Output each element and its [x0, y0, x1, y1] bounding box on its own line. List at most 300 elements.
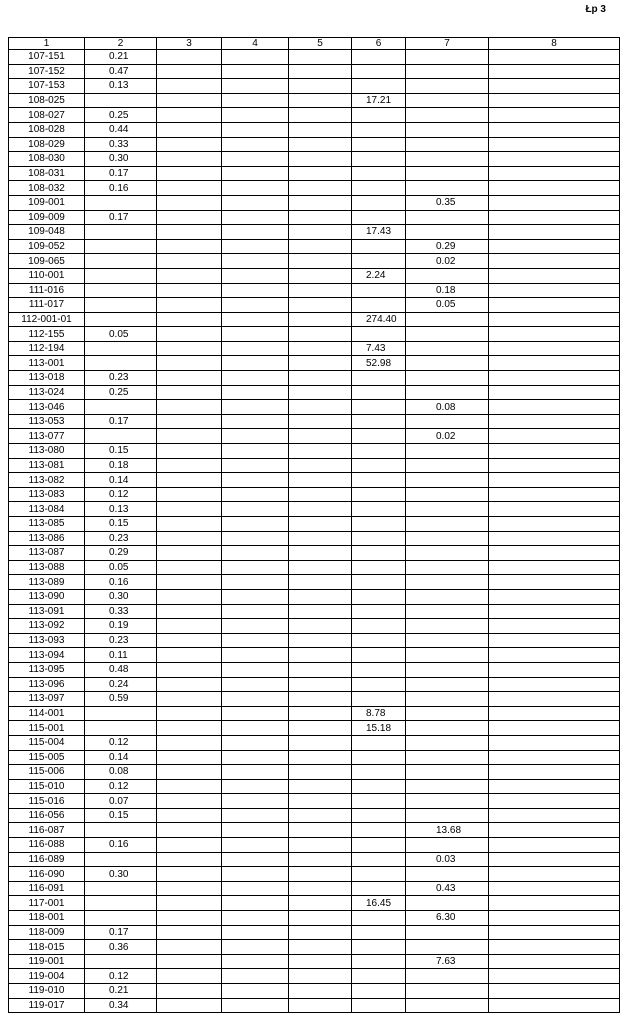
- cell-col4: [222, 838, 289, 853]
- table-row: [9, 487, 620, 502]
- cell-col2: [85, 721, 157, 736]
- cell-col4: [222, 750, 289, 765]
- cell-col4: [222, 152, 289, 167]
- table-row: [9, 298, 620, 313]
- cell-col6: [352, 327, 406, 342]
- cell-col7: 0.05: [406, 298, 489, 313]
- cell-col6: [352, 239, 406, 254]
- cell-col1: 107-153: [9, 79, 85, 94]
- cell-col7: [406, 589, 489, 604]
- cell-col1: 108-025: [9, 93, 85, 108]
- cell-col5: [289, 779, 352, 794]
- cell-col7: [406, 940, 489, 955]
- cell-col8: [489, 823, 620, 838]
- cell-col3: [157, 852, 222, 867]
- cell-col2: 0.12: [85, 779, 157, 794]
- cell-col7: [406, 414, 489, 429]
- cell-col6: [352, 823, 406, 838]
- cell-col2: 0.44: [85, 122, 157, 137]
- cell-col6: 274.40: [352, 312, 406, 327]
- cell-col4: [222, 589, 289, 604]
- cell-col8: [489, 648, 620, 663]
- cell-col3: [157, 998, 222, 1013]
- cell-col6: [352, 487, 406, 502]
- cell-col5: [289, 575, 352, 590]
- cell-col2: 0.33: [85, 604, 157, 619]
- cell-col5: [289, 881, 352, 896]
- cell-col2: [85, 195, 157, 210]
- cell-col4: [222, 166, 289, 181]
- cell-col4: [222, 954, 289, 969]
- cell-col8: [489, 867, 620, 882]
- table-row: [9, 283, 620, 298]
- cell-col3: [157, 984, 222, 999]
- cell-col8: [489, 298, 620, 313]
- cell-col1: 113-091: [9, 604, 85, 619]
- cell-col7: [406, 984, 489, 999]
- cell-col3: [157, 954, 222, 969]
- cell-col8: [489, 779, 620, 794]
- cell-col1: 113-095: [9, 662, 85, 677]
- cell-col1: 118-015: [9, 940, 85, 955]
- cell-col6: [352, 517, 406, 532]
- cell-col6: 16.45: [352, 896, 406, 911]
- cell-col2: [85, 954, 157, 969]
- cell-col5: [289, 458, 352, 473]
- table-row: [9, 750, 620, 765]
- cell-col2: 0.08: [85, 765, 157, 780]
- cell-col6: [352, 385, 406, 400]
- cell-col2: 0.23: [85, 371, 157, 386]
- cell-col6: [352, 195, 406, 210]
- column-header: 8: [489, 38, 620, 50]
- cell-col2: [85, 254, 157, 269]
- cell-col1: 114-001: [9, 706, 85, 721]
- cell-col4: [222, 444, 289, 459]
- cell-col2: 0.16: [85, 181, 157, 196]
- cell-col4: [222, 517, 289, 532]
- cell-col7: [406, 779, 489, 794]
- cell-col1: 109-048: [9, 225, 85, 240]
- cell-col2: 0.34: [85, 998, 157, 1013]
- cell-col3: [157, 487, 222, 502]
- cell-col3: [157, 429, 222, 444]
- table-row: [9, 385, 620, 400]
- cell-col6: [352, 210, 406, 225]
- cell-col1: 110-001: [9, 268, 85, 283]
- cell-col2: 0.25: [85, 108, 157, 123]
- cell-col8: [489, 560, 620, 575]
- cell-col1: 119-017: [9, 998, 85, 1013]
- cell-col1: 116-088: [9, 838, 85, 853]
- cell-col4: [222, 619, 289, 634]
- cell-col5: [289, 838, 352, 853]
- cell-col1: 113-053: [9, 414, 85, 429]
- cell-col5: [289, 546, 352, 561]
- cell-col5: [289, 765, 352, 780]
- cell-col2: 0.30: [85, 589, 157, 604]
- cell-col3: [157, 210, 222, 225]
- cell-col4: [222, 648, 289, 663]
- cell-col4: [222, 925, 289, 940]
- cell-col8: [489, 210, 620, 225]
- cell-col8: [489, 911, 620, 926]
- cell-col1: 113-093: [9, 633, 85, 648]
- cell-col8: [489, 327, 620, 342]
- cell-col4: [222, 575, 289, 590]
- cell-col4: [222, 108, 289, 123]
- cell-col5: [289, 896, 352, 911]
- cell-col4: [222, 706, 289, 721]
- cell-col4: [222, 852, 289, 867]
- cell-col5: [289, 50, 352, 65]
- cell-col8: [489, 122, 620, 137]
- cell-col1: 119-004: [9, 969, 85, 984]
- cell-col6: [352, 604, 406, 619]
- cell-col3: [157, 940, 222, 955]
- cell-col6: [352, 925, 406, 940]
- table-row: [9, 867, 620, 882]
- cell-col4: [222, 502, 289, 517]
- cell-col6: [352, 560, 406, 575]
- cell-col5: [289, 619, 352, 634]
- cell-col2: 0.30: [85, 867, 157, 882]
- cell-col5: [289, 64, 352, 79]
- table-row: [9, 984, 620, 999]
- cell-col8: [489, 604, 620, 619]
- cell-col4: [222, 50, 289, 65]
- cell-col3: [157, 312, 222, 327]
- table-row: [9, 166, 620, 181]
- cell-col6: [352, 531, 406, 546]
- cell-col7: [406, 896, 489, 911]
- table-row: [9, 765, 620, 780]
- cell-col8: [489, 706, 620, 721]
- cell-col1: 115-005: [9, 750, 85, 765]
- cell-col6: [352, 589, 406, 604]
- cell-col4: [222, 429, 289, 444]
- cell-col8: [489, 619, 620, 634]
- cell-col1: 111-017: [9, 298, 85, 313]
- cell-col3: [157, 648, 222, 663]
- cell-col7: [406, 750, 489, 765]
- cell-col5: [289, 225, 352, 240]
- cell-col2: 0.25: [85, 385, 157, 400]
- cell-col6: [352, 575, 406, 590]
- table-row: [9, 662, 620, 677]
- cell-col6: [352, 969, 406, 984]
- cell-col7: [406, 692, 489, 707]
- cell-col3: [157, 546, 222, 561]
- cell-col1: 108-032: [9, 181, 85, 196]
- cell-col4: [222, 604, 289, 619]
- table-row: [9, 517, 620, 532]
- header-row: [9, 38, 620, 50]
- cell-col7: 0.02: [406, 254, 489, 269]
- table-row: [9, 633, 620, 648]
- cell-col3: [157, 911, 222, 926]
- cell-col2: [85, 896, 157, 911]
- table-row: [9, 969, 620, 984]
- cell-col5: [289, 122, 352, 137]
- cell-col7: 0.02: [406, 429, 489, 444]
- table-row: [9, 779, 620, 794]
- cell-col4: [222, 371, 289, 386]
- cell-col1: 116-090: [9, 867, 85, 882]
- cell-col3: [157, 838, 222, 853]
- cell-col5: [289, 400, 352, 415]
- cell-col5: [289, 721, 352, 736]
- cell-col1: 117-001: [9, 896, 85, 911]
- cell-col2: [85, 852, 157, 867]
- cell-col8: [489, 152, 620, 167]
- cell-col2: [85, 706, 157, 721]
- cell-col7: [406, 93, 489, 108]
- cell-col2: 0.15: [85, 517, 157, 532]
- cell-col2: [85, 400, 157, 415]
- cell-col4: [222, 633, 289, 648]
- cell-col3: [157, 137, 222, 152]
- cell-col7: [406, 152, 489, 167]
- cell-col5: [289, 254, 352, 269]
- cell-col7: [406, 108, 489, 123]
- cell-col6: [352, 371, 406, 386]
- cell-col2: 0.36: [85, 940, 157, 955]
- cell-col4: [222, 662, 289, 677]
- cell-col5: [289, 487, 352, 502]
- table-row: [9, 458, 620, 473]
- cell-col5: [289, 93, 352, 108]
- cell-col3: [157, 531, 222, 546]
- cell-col7: [406, 444, 489, 459]
- table-row: [9, 181, 620, 196]
- cell-col1: 118-001: [9, 911, 85, 926]
- cell-col7: 0.18: [406, 283, 489, 298]
- cell-col6: [352, 429, 406, 444]
- cell-col2: [85, 881, 157, 896]
- cell-col1: 115-016: [9, 794, 85, 809]
- cell-col2: [85, 239, 157, 254]
- cell-col4: [222, 283, 289, 298]
- cell-col8: [489, 633, 620, 648]
- cell-col6: [352, 911, 406, 926]
- cell-col8: [489, 239, 620, 254]
- cell-col5: [289, 108, 352, 123]
- cell-col6: [352, 867, 406, 882]
- cell-col4: [222, 356, 289, 371]
- cell-col3: [157, 604, 222, 619]
- table-row: [9, 268, 620, 283]
- cell-col2: 0.48: [85, 662, 157, 677]
- cell-col2: 0.17: [85, 414, 157, 429]
- cell-col3: [157, 721, 222, 736]
- cell-col8: [489, 662, 620, 677]
- cell-col8: [489, 940, 620, 955]
- cell-col7: [406, 79, 489, 94]
- cell-col1: 109-009: [9, 210, 85, 225]
- cell-col5: [289, 429, 352, 444]
- cell-col7: [406, 385, 489, 400]
- table-row: [9, 881, 620, 896]
- table-row: [9, 823, 620, 838]
- cell-col6: [352, 984, 406, 999]
- cell-col3: [157, 268, 222, 283]
- column-header: 3: [157, 38, 222, 50]
- cell-col7: [406, 50, 489, 65]
- table-row: [9, 706, 620, 721]
- cell-col6: [352, 633, 406, 648]
- cell-col4: [222, 79, 289, 94]
- cell-col8: [489, 998, 620, 1013]
- table-row: [9, 473, 620, 488]
- cell-col5: [289, 385, 352, 400]
- table-row: [9, 122, 620, 137]
- cell-col5: [289, 502, 352, 517]
- table-row: [9, 50, 620, 65]
- cell-col7: [406, 137, 489, 152]
- cell-col8: [489, 896, 620, 911]
- table-row: [9, 64, 620, 79]
- cell-col1: 118-009: [9, 925, 85, 940]
- cell-col4: [222, 779, 289, 794]
- cell-col8: [489, 692, 620, 707]
- table-row: [9, 239, 620, 254]
- cell-col3: [157, 794, 222, 809]
- cell-col7: [406, 502, 489, 517]
- cell-col6: [352, 881, 406, 896]
- cell-col4: [222, 458, 289, 473]
- cell-col7: [406, 838, 489, 853]
- cell-col4: [222, 721, 289, 736]
- cell-col2: 0.18: [85, 458, 157, 473]
- table-row: [9, 79, 620, 94]
- cell-col2: 0.47: [85, 64, 157, 79]
- cell-col4: [222, 93, 289, 108]
- cell-col6: [352, 546, 406, 561]
- cell-col6: [352, 735, 406, 750]
- cell-col4: [222, 225, 289, 240]
- cell-col2: [85, 268, 157, 283]
- cell-col2: 0.17: [85, 925, 157, 940]
- cell-col3: [157, 706, 222, 721]
- cell-col7: [406, 487, 489, 502]
- cell-col6: [352, 619, 406, 634]
- cell-col4: [222, 823, 289, 838]
- cell-col5: [289, 692, 352, 707]
- cell-col2: [85, 341, 157, 356]
- cell-col8: [489, 575, 620, 590]
- cell-col5: [289, 166, 352, 181]
- cell-col3: [157, 779, 222, 794]
- table-row: [9, 911, 620, 926]
- cell-col4: [222, 195, 289, 210]
- cell-col7: [406, 64, 489, 79]
- cell-col2: [85, 429, 157, 444]
- cell-col6: [352, 444, 406, 459]
- table-body: [9, 50, 620, 1013]
- cell-col4: [222, 268, 289, 283]
- cell-col3: [157, 181, 222, 196]
- cell-col2: 0.24: [85, 677, 157, 692]
- cell-col1: 113-018: [9, 371, 85, 386]
- cell-col5: [289, 589, 352, 604]
- cell-col5: [289, 444, 352, 459]
- cell-col1: 113-082: [9, 473, 85, 488]
- cell-col7: [406, 531, 489, 546]
- cell-col5: [289, 210, 352, 225]
- cell-col1: 113-081: [9, 458, 85, 473]
- cell-col5: [289, 823, 352, 838]
- cell-col5: [289, 662, 352, 677]
- cell-col7: [406, 517, 489, 532]
- cell-col3: [157, 371, 222, 386]
- cell-col4: [222, 137, 289, 152]
- cell-col8: [489, 137, 620, 152]
- cell-col4: [222, 765, 289, 780]
- cell-col5: [289, 531, 352, 546]
- cell-col2: 0.21: [85, 984, 157, 999]
- cell-col3: [157, 867, 222, 882]
- cell-col1: 108-031: [9, 166, 85, 181]
- cell-col7: [406, 648, 489, 663]
- cell-col3: [157, 93, 222, 108]
- cell-col2: 0.19: [85, 619, 157, 634]
- cell-col2: 0.14: [85, 473, 157, 488]
- cell-col6: [352, 283, 406, 298]
- cell-col3: [157, 589, 222, 604]
- cell-col1: 119-010: [9, 984, 85, 999]
- cell-col2: [85, 823, 157, 838]
- cell-col8: [489, 677, 620, 692]
- table-row: [9, 925, 620, 940]
- cell-col8: [489, 356, 620, 371]
- cell-col3: [157, 765, 222, 780]
- cell-col7: 0.03: [406, 852, 489, 867]
- cell-col6: [352, 998, 406, 1013]
- cell-col3: [157, 327, 222, 342]
- cell-col7: [406, 268, 489, 283]
- cell-col5: [289, 852, 352, 867]
- cell-col8: [489, 765, 620, 780]
- cell-col8: [489, 473, 620, 488]
- cell-col2: 0.21: [85, 50, 157, 65]
- cell-col6: [352, 181, 406, 196]
- cell-col1: 113-097: [9, 692, 85, 707]
- cell-col2: 0.15: [85, 444, 157, 459]
- cell-col6: 52.98: [352, 356, 406, 371]
- cell-col6: [352, 779, 406, 794]
- table-row: [9, 137, 620, 152]
- cell-col5: [289, 327, 352, 342]
- cell-col6: [352, 502, 406, 517]
- cell-col3: [157, 122, 222, 137]
- table-row: [9, 896, 620, 911]
- cell-col1: 113-086: [9, 531, 85, 546]
- cell-col6: [352, 794, 406, 809]
- cell-col3: [157, 896, 222, 911]
- cell-col2: 0.13: [85, 79, 157, 94]
- cell-col4: [222, 940, 289, 955]
- cell-col3: [157, 473, 222, 488]
- table-row: [9, 531, 620, 546]
- column-header: 6: [352, 38, 406, 50]
- cell-col1: 111-016: [9, 283, 85, 298]
- cell-col7: [406, 458, 489, 473]
- cell-col7: 13.68: [406, 823, 489, 838]
- cell-col8: [489, 181, 620, 196]
- cell-col2: 0.33: [85, 137, 157, 152]
- cell-col3: [157, 152, 222, 167]
